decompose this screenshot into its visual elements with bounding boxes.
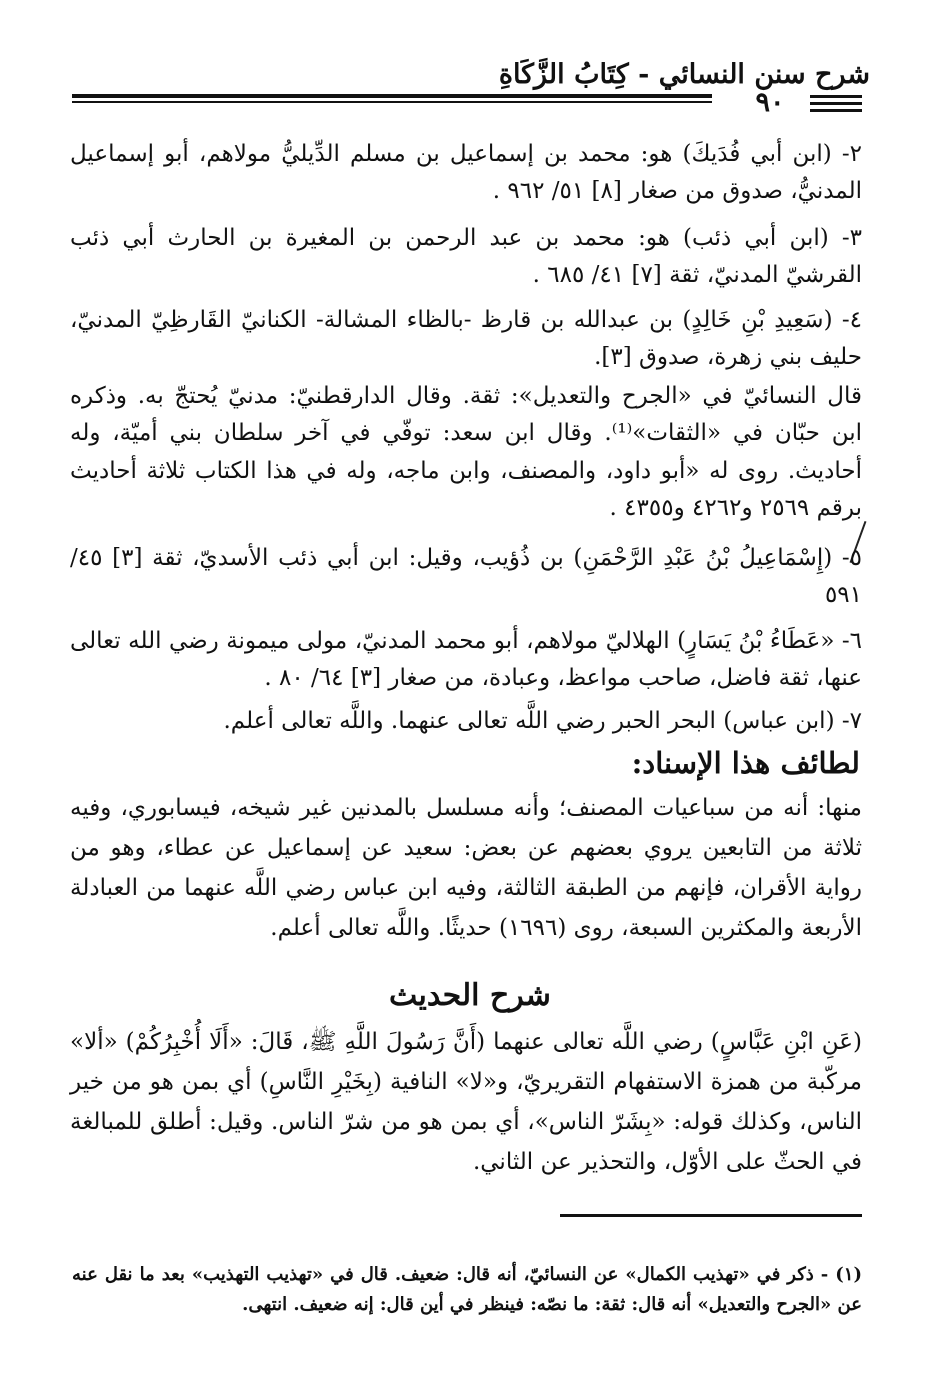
footnote-separator <box>560 1214 862 1217</box>
sharh-heading: شرح الحديث <box>389 978 551 1013</box>
narrator-6: ٦- «عَطَاءُ بْنُ يَسَارٍ) الهلاليّ مولاهم، أبو محمد المدنيّ، مولى ميمونة رضي الله تعالى عنها، ثقة فاضل، صاحب مواعظ، وعبادة، من صغار [٣] ٦٤/ ٨٠ . <box>70 628 862 692</box>
narrator-3: ٣- (ابن أبي ذئب) هو: محمد بن عبد الرحمن بن المغيرة بن الحارث أبي ذئب القرشيّ المدنيّ، ثقة [٧] ٤١/ ٦٨٥ . <box>70 225 862 289</box>
footnote-1: (١) - ذكر في «تهذيب الكمال» عن النسائيّ، أنه قال: ضعيف. قال في «تهذيب التهذيب» بعد ما نقل عنه عن «الجرح والتعديل» أنه قال: ثقة: ما نصّه: فينظر في أين قال: إنه ضعيف. انتهى. <box>72 1264 862 1315</box>
running-title: شرح سنن النسائي - كِتَابُ الزَّكَاةِ <box>498 59 870 90</box>
narrator-7: ٧- (ابن عباس) البحر الحبر رضي اللَّه تعالى عنهما. واللَّه تعالى أعلم. <box>223 708 862 734</box>
header-rule-right-2 <box>810 102 862 105</box>
header-rule-left-thin <box>72 101 712 103</box>
narrator-4: ٤- (سَعِيدِ بْنِ خَالِدٍ) بن عبدالله بن قارظ -بالظاء المشالة- الكنانيّ القَارظِيّ المدنيّ، حليف بني زهرة، صدوق [٣]. <box>70 307 862 371</box>
header-rule-right-1 <box>810 95 862 98</box>
header-rule-left-thick <box>72 94 712 98</box>
page-number: ٩٠ <box>755 87 785 118</box>
sharh-text: (عَنِ ابْنِ عَبَّاسٍ) رضي اللَّه تعالى عنهما (أَنَّ رَسُولَ اللَّهِ ﷺ، قَالَ: «أَلَا أُخْبِرُكُمْ) «ألا» مركّبة من همزة الاستفهام التقريريّ، و«لا» النافية (بِخَيْرِ النَّاسِ) أي بمن هو من خير الناس، وكذلك قوله: «بِشَرّ الناس»، أي بمن هو من شرّ الناس. وقيل: أطلق للمبالغة في الحثّ على الأوّل، والتحذير عن الثاني. <box>70 1029 862 1175</box>
lataif-text: منها: أنه من سباعيات المصنف؛ وأنه مسلسل بالمدنين غير شيخه، فيسابوري، وفيه ثلاثة من التابعين يروي بعضهم عن بعض: سعيد عن إسماعيل عن عطاء، وهو من رواية الأقران، فإنهم من الطبقة الثالثة، وفيه ابن عباس رضي اللَّه عنهما من العبادلة الأربعة والمكثرين السبعة، روى (١٦٩٦) حديثًا. واللَّه تعالى أعلم. <box>70 795 862 941</box>
narrator-4-note: قال النسائيّ في «الجرح والتعديل»: ثقة. وقال الدارقطنيّ: مدنيّ يُحتجّ به. وذكره ابن حبّان في «الثقات»⁽¹⁾. وقال ابن سعد: توفّي في آخر سلطان بني أميّة، وله أحاديث. روى له «أبو داود، والمصنف، وابن ماجه، وله في هذا الكتاب ثلاثة أحاديث برقم ٢٥٦٩ و٤٢٦٢ و٤٣٥٥ . <box>70 383 862 522</box>
lataif-heading: لطائف هذا الإسناد: <box>631 746 860 780</box>
narrator-5: ٥- (إِسْمَاعِيلُ بْنُ عَبْدِ الرَّحْمَنِ) بن ذُؤيب، وقيل: ابن أبي ذئب الأسديّ، ثقة [٣] ٤٥/ ٥٩١ <box>70 545 862 609</box>
narrator-2: ٢- (ابن أبي فُدَيكَ) هو: محمد بن إسماعيل بن مسلم الدِّيليُّ مولاهم، أبو إسماعيل المدنيُّ، صدوق من صغار [٨] ٥١/ ٩٦٢ . <box>70 141 862 205</box>
header-rule-right-3 <box>810 109 862 112</box>
